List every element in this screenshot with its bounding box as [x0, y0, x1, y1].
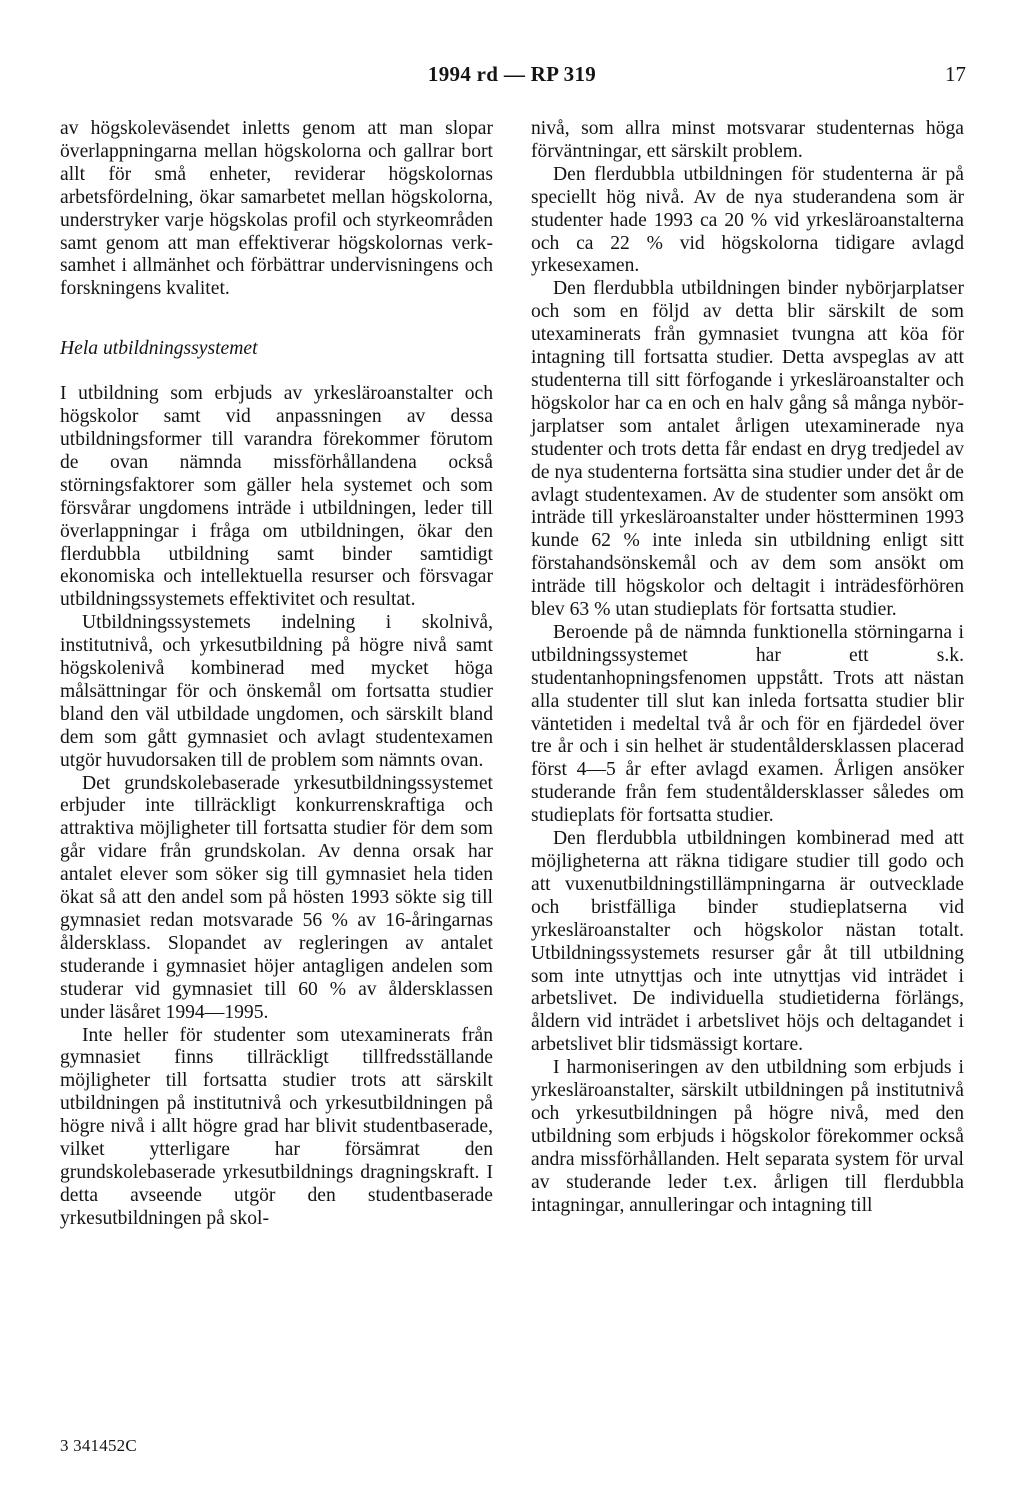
- paragraph: I harmoniseringen av den utbildning som erbjuds i yrkesläroanstalter, särskilt utbildningen på institutnivå och yrkesutbildningen på högre nivå, med den utbildning som erbjuds i högskolor förekommer också andra missförhållanden. Helt separata system för urval av studerande leder t.ex. årligen till flerdubbla intagningar, annulleringar och intagning till: [531, 1057, 964, 1216]
- paragraph: Beroende på de nämnda funktionella störningarna i utbildningssystemet har ett s.k. studentanhopningsfenomen uppstått. Trots att nästan alla studenter till slut kan inleda fortsatta studier blir väntetiden i medeltal två år och för en fjärdedel över tre år och i sin helhet är studentåldersklassen placerad först 4—5 år efter avlagd examen. Årligen ansöker studerande från fem studentåldersklasser således om studieplats för fortsatta studier.: [531, 621, 964, 827]
- paragraph: Den flerdubbla utbildningen binder nybörjarplatser och som en följd av detta blir särskilt de som utexaminerats från gymnasiet tvungna att köa för intagning till fortsatta studier. Detta avspeglas av att studenterna till sitt förfogande i yrkesläroanstalter och högskolor har ca en och en halv gång så många nybörjarplatser som antalet årligen utexaminerade nya studenter och trots detta får endast en dryg tredjedel av de nya studenterna fortsätta sina studier under det år de avlagt studentexamen. Av de studenter som ansökt om inträde till yrkesläroanstalter under höstterminen 1993 kunde 62 % inte inleda sin utbildning enligt sitt förstahandsönskemål och av dem som ansökt om inträde till högskolor och deltagit i inträdesförhören blev 63 % utan studieplats för fortsatta studier.: [531, 278, 964, 621]
- footer-code: 3 341452C: [60, 1436, 137, 1455]
- paragraph: nivå, som allra minst motsvarar studenternas höga förväntningar, ett särskilt problem.: [531, 118, 964, 162]
- paragraph: Den flerdubbla utbildningen för studenterna är på speciellt hög nivå. Av de nya studerandena som är studenter hade 1993 ca 20 % vid yrkesläroanstalterna och ca 22 % vid högskolorna tidigare avlagd yrkesexamen.: [531, 163, 964, 277]
- running-head: 1994 rd — RP 319: [427, 62, 597, 86]
- paragraph: Den flerdubbla utbildningen kombinerad med att möjligheterna att räkna tidigare studier till godo och att vuxenutbildningstillämpningarna är outvecklade och bristfälliga binder studieplatserna vid yrkesläroanstalter och högskolor nästan totalt. Utbildningssystemets resurser går åt till utbildning som inte utnyttjas och inte utnyttjas vid inträdet i arbetslivet. De individuella studietiderna förlängs, åldern vid inträdet i arbetslivet höjs och deltagandet i arbetslivet blir tidsmässigt kortare.: [531, 828, 964, 1056]
- paragraph: Det grundskolebaserade yrkesutbildningssystemet erbjuder inte tillräckligt konkurrenskraftiga och attraktiva möjligheter till fortsatta studier för dem som går vidare från grundskolan. Av denna orsak har antalet elever som söker sig till gymnasiet hela tiden ökat så att den andel som på hösten 1993 sökte sig till gymnasiet redan motsvarade 56 % av 16-åringarnas åldersklass. Slopandet av regleringen av antalet studerande i gymnasiet höjer antagligen andelen som studerar vid gymnasiet till 60 % av åldersklassen under läsåret 1994—1995.: [60, 772, 493, 1023]
- paragraph: Inte heller för studenter som utexaminerats från gymnasiet finns tillräckligt tillfredsställande möjligheter till fortsatta studier trots att särskilt utbildningen på institutnivå och yrkesutbildningen på högre nivå i allt högre grad har blivit studentbaserade, vilket ytterligare har försämrat den grundskolebaserade yrkesutbildnings dragningskraft. I detta avseende utgör den studentbaserade yrkesutbildningen på skol-: [60, 1024, 493, 1229]
- right-column: [531, 118, 964, 1218]
- page-number: 17: [945, 62, 966, 86]
- section-heading: Hela utbildningssystemet: [60, 338, 258, 360]
- paragraph: av högskoleväsendet inletts genom att man slopar överlappningarna mellan högskolorna och gallrar bort allt för små enheter, reviderar högskolornas arbetsfördelning, ökar samarbetet mellan högskolorna, understryker varje högskolas profil och styrkeområden samt genom att man effektiverar högskolornas verksamhet i allmänhet och förbättrar undervisningens och forskningens kvalitet.: [60, 118, 493, 300]
- paragraph: Utbildningssystemets indelning i skolnivå, institutnivå, och yrkesutbildning på högre nivå samt högskolenivå kombinerad med mycket höga målsättningar för och önskemål om fortsatta studier bland den väl utbildade ungdomen, och särskilt bland dem som gått gymnasiet och avlagt studentexamen utgör huvudorsaken till de problem som nämnts ovan.: [60, 612, 493, 771]
- left-column: [60, 118, 493, 1231]
- paragraph: I utbildning som erbjuds av yrkesläroanstalter och högskolor samt vid anpassningen av dessa utbildningsformer till varandra förekommer förutom de ovan nämnda missförhållandena också störningsfaktorer som gäller hela systemet och som försvårar ungdomens inträde i utbildningen, leder till överlappningar i fråga om utbildningen, ökar den flerdubbla utbildning samt binder samtidigt ekonomiska och intellektuella resurser och försvagar utbildningssystemets effektivitet och resultat.: [60, 383, 493, 611]
